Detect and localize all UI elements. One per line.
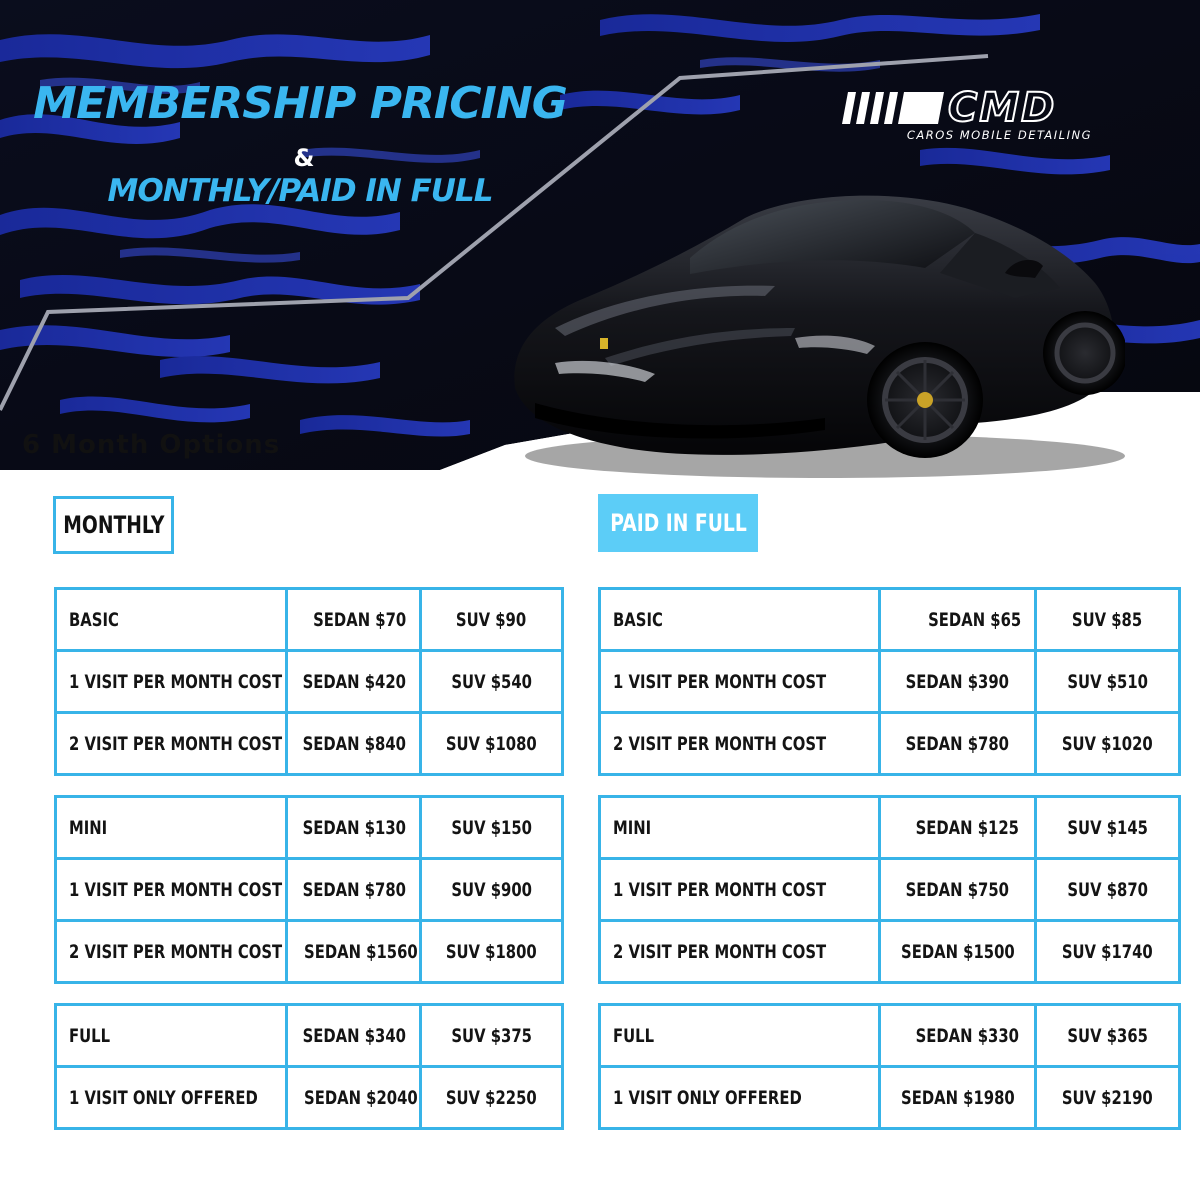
sedan-price-cell: SEDAN $420: [287, 651, 421, 713]
visit-label-cell: 1 VISIT PER MONTH COST: [56, 859, 287, 921]
table-row: [56, 589, 563, 651]
plan-name-cell: BASIC: [600, 589, 880, 651]
sedan-price-cell: SEDAN $65: [880, 589, 1036, 651]
suv-price-cell: SUV $870: [1036, 859, 1180, 921]
suv-price-cell: SUV $1080: [421, 713, 563, 775]
suv-price-cell: SUV $150: [421, 797, 563, 859]
sports-car-image: [495, 178, 1125, 478]
suv-price-cell: SUV $90: [421, 589, 563, 651]
sedan-price-cell: SEDAN $70: [287, 589, 421, 651]
sedan-price-cell: SEDAN $1560: [287, 921, 421, 983]
sedan-price-cell: SEDAN $1980: [880, 1067, 1036, 1129]
visit-label-cell: 1 VISIT ONLY OFFERED: [56, 1067, 287, 1129]
paid-in-full-tab[interactable]: [598, 494, 758, 552]
paid-in-full-tab-label: PAID IN FULL: [609, 509, 747, 537]
visit-label-cell: 2 VISIT PER MONTH COST: [600, 921, 880, 983]
suv-price-cell: SUV $540: [421, 651, 563, 713]
plan-name-cell: MINI: [600, 797, 880, 859]
table-row: [56, 859, 563, 921]
sedan-price-cell: SEDAN $780: [287, 859, 421, 921]
table-row: [600, 589, 1180, 651]
sedan-price-cell: SEDAN $1500: [880, 921, 1036, 983]
table-row: [600, 797, 1180, 859]
table-row: [600, 713, 1180, 775]
table-row: [56, 797, 563, 859]
sedan-price-cell: SEDAN $390: [880, 651, 1036, 713]
suv-price-cell: SUV $85: [1036, 589, 1180, 651]
visit-label-cell: 1 VISIT ONLY OFFERED: [600, 1067, 880, 1129]
brand-logo: [840, 85, 1102, 142]
monthly-tab[interactable]: [53, 496, 174, 554]
sedan-price-cell: SEDAN $340: [287, 1005, 421, 1067]
sedan-price-cell: SEDAN $780: [880, 713, 1036, 775]
sedan-price-cell: SEDAN $750: [880, 859, 1036, 921]
table-row: [600, 921, 1180, 983]
sedan-price-cell: SEDAN $840: [287, 713, 421, 775]
sedan-price-cell: SEDAN $130: [287, 797, 421, 859]
suv-price-cell: SUV $365: [1036, 1005, 1180, 1067]
suv-price-cell: SUV $510: [1036, 651, 1180, 713]
suv-price-cell: SUV $1020: [1036, 713, 1180, 775]
table-row: [56, 713, 563, 775]
sedan-price-cell: SEDAN $330: [880, 1005, 1036, 1067]
monthly-mini-table: [54, 795, 564, 984]
table-row: [56, 921, 563, 983]
paid-mini-table: [598, 795, 1181, 984]
paid-basic-table: [598, 587, 1181, 776]
page-subtitle: MONTHLY/PAID IN FULL: [107, 173, 493, 209]
plan-name-cell: FULL: [56, 1005, 287, 1067]
monthly-tab-label: MONTHLY: [62, 511, 165, 539]
sedan-price-cell: SEDAN $125: [880, 797, 1036, 859]
logo-tagline: CAROS MOBILE DETAILING: [906, 128, 1092, 142]
suv-price-cell: SUV $2250: [421, 1067, 563, 1129]
table-row: [600, 859, 1180, 921]
suv-price-cell: SUV $145: [1036, 797, 1180, 859]
suv-price-cell: SUV $2190: [1036, 1067, 1180, 1129]
page-title: MEMBERSHIP PRICING: [33, 78, 567, 129]
plan-name-cell: FULL: [600, 1005, 880, 1067]
visit-label-cell: 2 VISIT PER MONTH COST: [56, 921, 287, 983]
suv-price-cell: SUV $1740: [1036, 921, 1180, 983]
plan-name-cell: MINI: [56, 797, 287, 859]
visit-label-cell: 2 VISIT PER MONTH COST: [56, 713, 287, 775]
table-row: [56, 1067, 563, 1129]
table-row: [56, 651, 563, 713]
visit-label-cell: 1 VISIT PER MONTH COST: [56, 651, 287, 713]
suv-price-cell: SUV $375: [421, 1005, 563, 1067]
monthly-full-table: [54, 1003, 564, 1130]
logo-wordmark: CMD: [948, 85, 1057, 131]
table-row: [600, 1067, 1180, 1129]
visit-label-cell: 1 VISIT PER MONTH COST: [600, 859, 880, 921]
visit-label-cell: 1 VISIT PER MONTH COST: [600, 651, 880, 713]
sedan-price-cell: SEDAN $2040: [287, 1067, 421, 1129]
table-row: [600, 1005, 1180, 1067]
suv-price-cell: SUV $900: [421, 859, 563, 921]
table-row: [600, 651, 1180, 713]
table-row: [56, 1005, 563, 1067]
plan-name-cell: BASIC: [56, 589, 287, 651]
section-title: 6 Month Options: [22, 430, 281, 460]
monthly-basic-table: [54, 587, 564, 776]
visit-label-cell: 2 VISIT PER MONTH COST: [600, 713, 880, 775]
paid-full-table: [598, 1003, 1181, 1130]
suv-price-cell: SUV $1800: [421, 921, 563, 983]
logo-stripes-icon: [840, 92, 950, 128]
title-ampersand: &: [293, 144, 315, 172]
